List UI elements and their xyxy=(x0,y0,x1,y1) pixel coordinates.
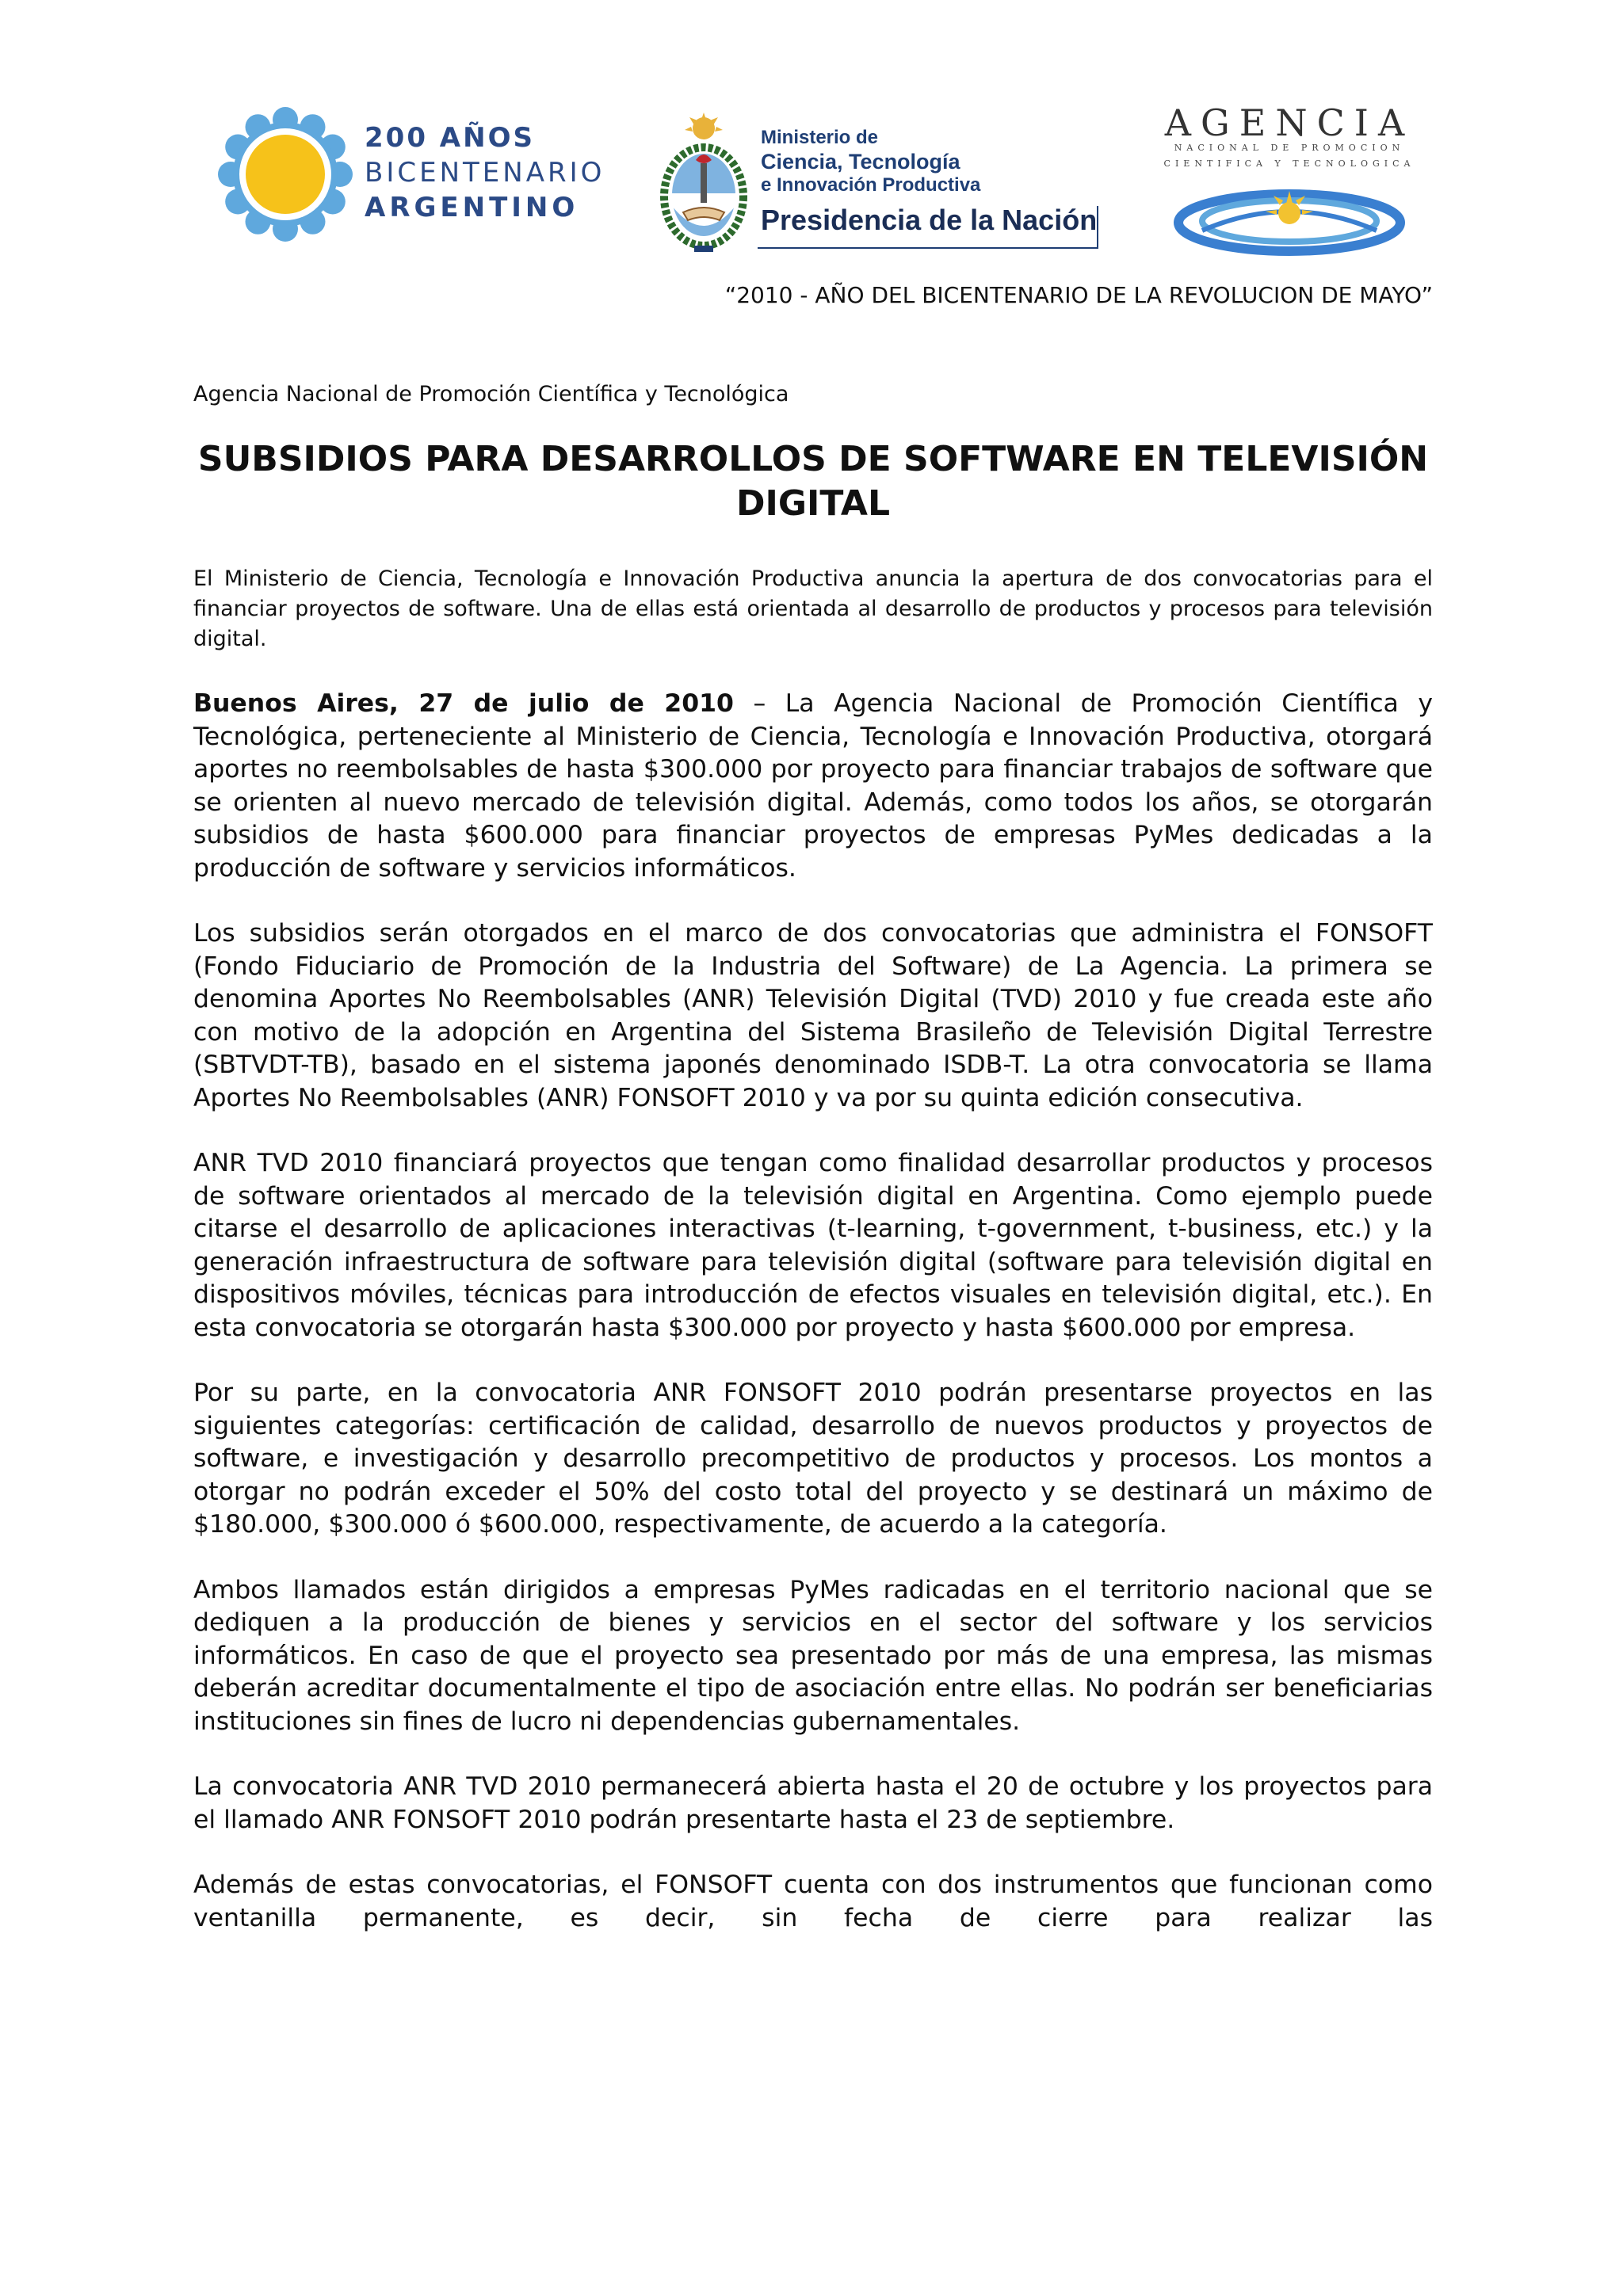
agencia-subtitle-1: NACIONAL DE PROMOCION xyxy=(1174,143,1405,153)
bicentennial-motto: “2010 - AÑO DEL BICENTENARIO DE LA REVOLUCION DE MAYO” xyxy=(724,282,1433,308)
agencia-title: AGENCIA xyxy=(1164,101,1415,144)
bicentenario-line-2: BICENTENARIO xyxy=(365,157,605,189)
presidencia-line: Presidencia de la Nación xyxy=(761,204,1098,236)
paragraph-1-text: – La Agencia Nacional de Promoción Científica y Tecnológica, perteneciente al Ministerio de Ciencia, Tecnología e Innovación Productiva, otorgará aportes no reembolsables de hasta $300.000 por proyecto para financiar trabajos de software que se orienten al nuevo mercado de televisión digital. Además, como todos los años, se otorgarán subsidios de hasta $600.000 para financiar proyectos de empresas PyMes dedicadas a la producción de software y servicios informáticos. xyxy=(193,689,1433,883)
ministerio-rule xyxy=(758,247,1098,249)
paragraph-4: Por su parte, en la convocatoria ANR FONSOFT 2010 podrán presentarse proyectos en las siguientes categorías: certificación de calidad, desarrollo de nuevos productos y proyectos de software, e investigación y desarrollo precompetitivo de productos y procesos. Los montos a otorgar no podrán exceder el 50% del costo total del proyecto y se destinará un máximo de $180.000, $300.000 ó $600.000, respectivamente, de acuerdo a la categoría. xyxy=(193,1379,1433,1539)
agencia-emblem-icon xyxy=(1170,185,1408,256)
paragraph-2: Los subsidios serán otorgados en el marco de dos convocatorias que administra el FONSOFT (Fondo Fiduciario de Promoción de la Industria del Software) de La Agencia. La primera se denomina Aportes No Reembolsables (ANR) Televisión Digital (TVD) 2010 y fue creada este año con motivo de la adopción en Argentina del Sistema Brasileño de Televisión Digital Terrestre (SBTVDT-TB), basado en el sistema japonés denominado ISDB-T. La otra convocatoria se llama Aportes No Reembolsables (ANR) FONSOFT 2010 y va por su quinta edición consecutiva. xyxy=(193,919,1433,1112)
bicentenario-wordmark xyxy=(365,122,605,223)
ministerio-vertical-rule xyxy=(1097,206,1098,249)
agency-line: Agencia Nacional de Promoción Científica y Tecnológica xyxy=(193,382,789,406)
paragraph-1 xyxy=(193,688,1433,885)
paragraph-6: La convocatoria ANR TVD 2010 permanecerá abierta hasta el 20 de octubre y los proyectos para el llamado ANR FONSOFT 2010 podrán presentarte hasta el 23 de septiembre. xyxy=(193,1772,1433,1834)
document-body xyxy=(193,380,1433,1967)
paragraph-5: Ambos llamados están dirigidos a empresas PyMes radicadas en el territorio nacional que se dediquen a la producción de bienes y servicios en el sector del software y los servicios informáticos. En caso de que el proyecto sea presentado por más de una empresa, las mismas deberán acreditar documentalmente el tipo de asociación entre ellas. No podrán ser beneficiarias instituciones sin fines de lucro ni dependencias gubernamentales. xyxy=(193,1575,1433,1736)
ministerio-line-1: Ministerio de xyxy=(761,127,879,148)
ministerio-logo xyxy=(656,111,1100,261)
agencia-subtitle-2: CIENTIFICA Y TECNOLOGICA xyxy=(1163,158,1415,169)
bicentenario-line-1: 200 AÑOS xyxy=(365,122,535,154)
dateline: Buenos Aires, 27 de julio de 2010 xyxy=(193,689,734,718)
ministerio-wordmark xyxy=(761,127,1097,238)
page-title: SUBSIDIOS PARA DESARROLLOS DE SOFTWARE EN TELEVISIÓN DIGITAL xyxy=(197,439,1429,524)
bicentenario-sun-icon xyxy=(218,107,353,242)
bicentenario-logo xyxy=(218,103,630,246)
paragraph-3: ANR TVD 2010 financiará proyectos que tengan como finalidad desarrollar productos y procesos de software orientados al mercado de la televisión digital en Argentina. Como ejemplo puede citarse el desarrollo de aplicaciones interactivas (t-learning, t-government, t-business, etc.) y la generación infraestructura de software para televisión digital (software para televisión digital en dispositivos móviles, técnicas para introducción de efectos visuales en televisión digital, etc.). En esta convocatoria se otorgarán hasta $300.000 por proyecto y hasta $600.000 por empresa. xyxy=(193,1149,1433,1342)
paragraph-7: Además de estas convocatorias, el FONSOFT cuenta con dos instrumentos que funcionan como ventanilla permanente, es decir, sin fecha de cierre para realizar las xyxy=(193,1871,1433,1932)
ministerio-line-2: Ciencia, Tecnología xyxy=(761,150,960,174)
coat-of-arms-icon xyxy=(656,111,751,261)
bicentenario-line-3: ARGENTINO xyxy=(365,192,579,223)
lead-paragraph: El Ministerio de Ciencia, Tecnología e Innovación Productiva anuncia la apertura de dos convocatorias para el financiar proyectos de software. Una de ellas está orientada al desarrollo de productos y procesos para televisión digital. xyxy=(193,566,1433,651)
agencia-logo xyxy=(1151,101,1428,260)
header-logos xyxy=(0,0,1623,269)
ministerio-line-3: e Innovación Productiva xyxy=(761,174,981,196)
